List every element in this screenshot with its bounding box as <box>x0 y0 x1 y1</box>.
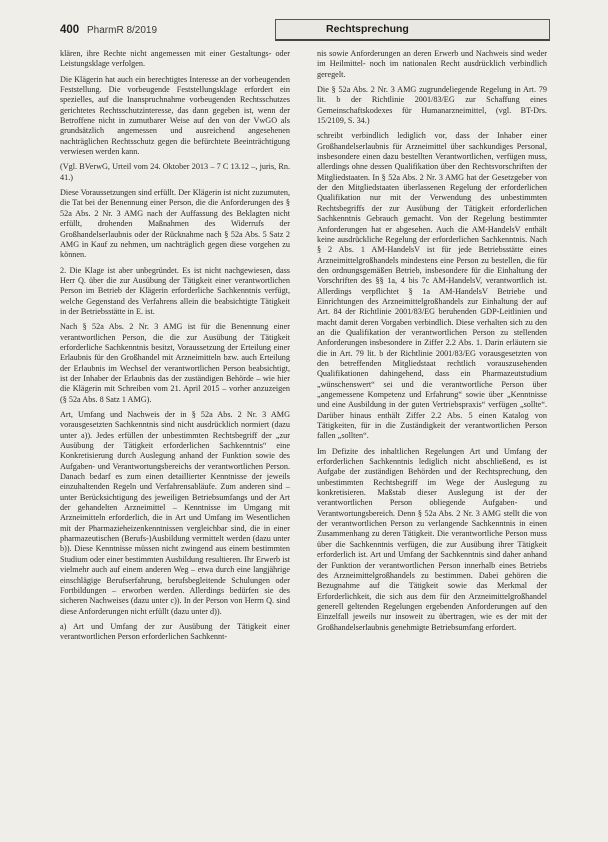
paragraph: nis sowie Anforderungen an deren Erwerb und Nachweis sind weder im Heilmittel- noch im nationalen Recht ausdrücklich verbindlich geregelt. <box>317 49 547 79</box>
section-heading: Rechtsprechung <box>326 23 409 35</box>
left-column <box>60 49 290 648</box>
paragraph: Die Klägerin hat auch ein berechtigtes Interesse an der vorbeugenden Feststellung. Die vorbeugende Feststellungsklage erfordert ein spezielles, auf die Inanspruchnahme vorbeugenden Rechtsschutzes gerichtetes Rechtsschutzinteresse, das dann gegeben ist, wenn der Betroffene nicht in zumutbarer Weise auf den von der VwGO als grundsätzlich angemessen und ausreichend angesehenen nachträglichen Rechtsschutz gegen die befürchtete Beeinträchtigung verwiesen werden kann. <box>60 74 290 157</box>
page-number: 400 <box>60 24 80 36</box>
paragraph: Die § 52a Abs. 2 Nr. 3 AMG zugrundeliegende Regelung in Art. 79 lit. b der Richtlinie 2001/83/EG zur Schaffung eines Gemeinschaftskodexes für Humanarzneimittel, (vgl. BT-Drs. 15/2109, S. 34.) <box>317 85 547 126</box>
paragraph: klären, ihre Rechte nicht angemessen mit einer Gestaltungs- oder Leistungsklage verfolgen. <box>60 49 290 69</box>
paragraph: Diese Voraussetzungen sind erfüllt. Der Klägerin ist nicht zuzumuten, die Tat bei der Benennung einer Person, die die Anforderungen des § 52a Abs. 2 Nr. 3 AMG nach der Auffassung des Beklagten nicht erfüllt, drohenden Maßnahmen des Widerrufs der Großhandelserlaubnis oder der Rücknahme nach § 52a Abs. 5 Satz 2 AMG in Kauf zu nehmen, um nachträglich gegen diese vorgehen zu können. <box>60 188 290 260</box>
section-heading-box <box>275 19 550 41</box>
paragraph: a) Art und Umfang der zur Ausübung der Tätigkeit einer verantwortlichen Person erforderlichen Sachkennt- <box>60 621 290 642</box>
paragraph: Nach § 52a Abs. 2 Nr. 3 AMG ist für die Benennung einer verantwortlichen Person, die die zur Ausübung der Tätigkeit erforderliche Sachkenntnis besitzt, Voraussetzung der Erteilung einer Erlaubnis für den Großhandel mit Arzneimitteln bzw. auch Erteilung der Erlaubnis im Wechsel der verantwortlichen Person beabsichtigt, ist der Inhaber der Erlaubnis das der zuständigen Behörde – wie hier die Klägerin mit Schreiben vom 21. April 2015 – vorher anzuzeigen (§ 52a Abs. 8 Satz 1 AMG). <box>60 322 290 404</box>
journal-citation: PharmR 8/2019 <box>87 25 158 36</box>
paragraph: schreibt verbindlich lediglich vor, dass der Inhaber einer Großhandelserlaubnis für Arzneimittel über sachkundiges Personal, insbesondere einen dazu bestellten Verantwortlichen, verfügen muss, allerdings ohne dessen Qualifikation über den Rechtsvorschriften der Mitgliedstaaten. In § 52a Abs. 2 Nr. 3 AMG hat der Gesetzgeber von der den Mitgliedstaaten überlassenen Regelung der erforderlichen Qualifikation nur mit der Verwendung des unbestimmten Rechtsbegriffs der zur Ausübung der Tätigkeit erforderlichen Sachkenntnis Gebrauch gemacht. Von der Regelung bestimmter Anforderungen hat er abgesehen. Auch die AM-HandelsV enthält keine ausdrückliche Regelung der erforderlichen Sachkenntnis. Nach § 2 Abs. 1 AM-HandelsV ist für jede Betriebsstätte eines Arzneimittelgroßhandels mindestens eine Person zu bestellen, die für den ordnungsgemäßen Betrieb, insbesondere für die Einhaltung der Vorschriften des §§ 1a, 4 bis 7c AM-HandelsV, verantwortlich ist. Allerdings verpflichtet § 1a AM-HandelsV Betriebe und Einrichtungen des Arzneimittelgroßhandels zur Einhaltung der auf Art. 84 der Richtlinie 2001/83/EG beruhenden GDP-Leitlinien und macht damit deren Vorgaben verbindlich. Diese verhalten sich zu den an die Qualifikation der verantwortlichen Person zu stellenden Anforderungen insbesondere in Ziffer 2.2 Abs. 1. Darin erläutern sie die in Art. 79 lit. b der Richtlinie 2001/83/EG vorausgesetzten von den betreffenden Mitgliedstaat rechtlich vorauszusehenden Qualifikationen dahingehend, dass ein Pharmazeutstudium „wünschenswert“ sei und die verantwortliche Person über „angemessene Kompetenz und Erfahrung“ sowie über „Kenntnisse und eine Ausbildung in der guten Vertriebspraxis“ verfügen „sollte“. Darüber hinaus enthält Ziffer 2.2 Abs. 5 einen Katalog von Tätigkeiten, für in die Zuständigkeit der verantwortlichen Person fallen „sollten“. <box>317 131 547 441</box>
paragraph: Im Defizite des inhaltlichen Regelungen Art und Umfang der erforderlichen Sachkenntnis lediglich nicht abschließend, es ist Aufgabe der zuständigen Behörden und der Rechtsprechung, den unbestimmten Rechtsbegriff im Wege der Auslegung zu konkretisieren. Maßstab dieser Auslegung ist der der verantwortlichen Person obliegende Aufgaben- und Verantwortungsbereich. Denn § 52a Abs. 2 Nr. 3 AMG stellt die von der verantwortlichen Person zu verlangende Sachkenntnis in einen Zusammenhang zu deren Tätigkeit. Die verantwortliche Person muss über die Sachkenntnis verfügen, die zur Ausübung ihrer Tätigkeit erforderlich ist. Art und Umfang der Sachkenntnis sind daher anhand der Funktion der verantwortlichen Person innerhalb eines Betriebs des Arzneimittelgroßhandels zu bestimmen. Dabei gehören die Bezugnahme auf die Tätigkeit sowie das Merkmal der Erforderlichkeit, die sich aus dem für den Arzneimittelgroßhandel generell geltenden Regelungen ergebenden Anforderungen auf den Einzelfall jeweils nur insoweit zu übertragen, wie es der mit der Großhandelserlaubnis genehmigte Betriebsumfang erfordert. <box>317 446 547 632</box>
citation: (Vgl. BVerwG, Urteil vom 24. Oktober 2013 – 7 C 13.12 –, juris, Rn. 41.) <box>60 162 290 182</box>
paragraph: 2. Die Klage ist aber unbegründet. Es ist nicht nachgewiesen, dass Herr Q. über die zur Ausübung der Tätigkeit einer verantwortlichen Person im Betrieb der Klägerin erforderliche Sachkenntnis verfügt, welche Gegenstand des Verfahrens allein die beabsichtigte Tätigkeit in der Betriebsstätte in E. ist. <box>60 265 290 316</box>
page-header <box>60 18 548 44</box>
right-column <box>317 49 547 638</box>
paragraph: Art, Umfang und Nachweis der in § 52a Abs. 2 Nr. 3 AMG vorausgesetzten Sachkenntnis sind nicht ausdrücklich normiert (dazu unter a)). Jedes erfüllen der unbestimmten Rechtsbegriff der „zur Ausübung der Tätigkeit erforderlichen Sachkenntnis“ eine Konkretisierung durch Auslegung anhand der Funktion sowie des Aufgaben- und Verantwortungsbereichs der verantwortlichen Person. Danach bedarf es zum einen detaillierter Kenntnisse der jeweils einzuhaltenden Regeln und Verfahrensabläufe. Zum anderen sind – unter Berücksichtigung des jeweiligen Betriebsumfangs und der Art der gehandelten Arzneimittel – Kenntnisse im Umgang mit Arzneimitteln erforderlich, die in Art und Umfang im Wesentlichen mit der Pharmazieheizenkenntnissen vergleichbar sind, die in einer pharmazeutischen (Berufs-)Ausbildung vermittelt werden (dazu unter b)). Diese Kenntnisse müssen nicht zwingend aus einem bestimmten Studium oder einer bestimmten Ausbildung resultieren. Ihr Erwerb ist vielmehr auch auf einem anderen Weg – etwa durch eine langjährige einschlägige Berufserfahrung, berufsbegleitende Schulungen oder Fortbildungen – erworben werden. Allerdings bedürfen sie des sicheren Nachweises (dazu unter c)). In der Person von Herrn Q. sind diese Anforderungen nicht erfüllt (dazu unter d)). <box>60 410 290 616</box>
